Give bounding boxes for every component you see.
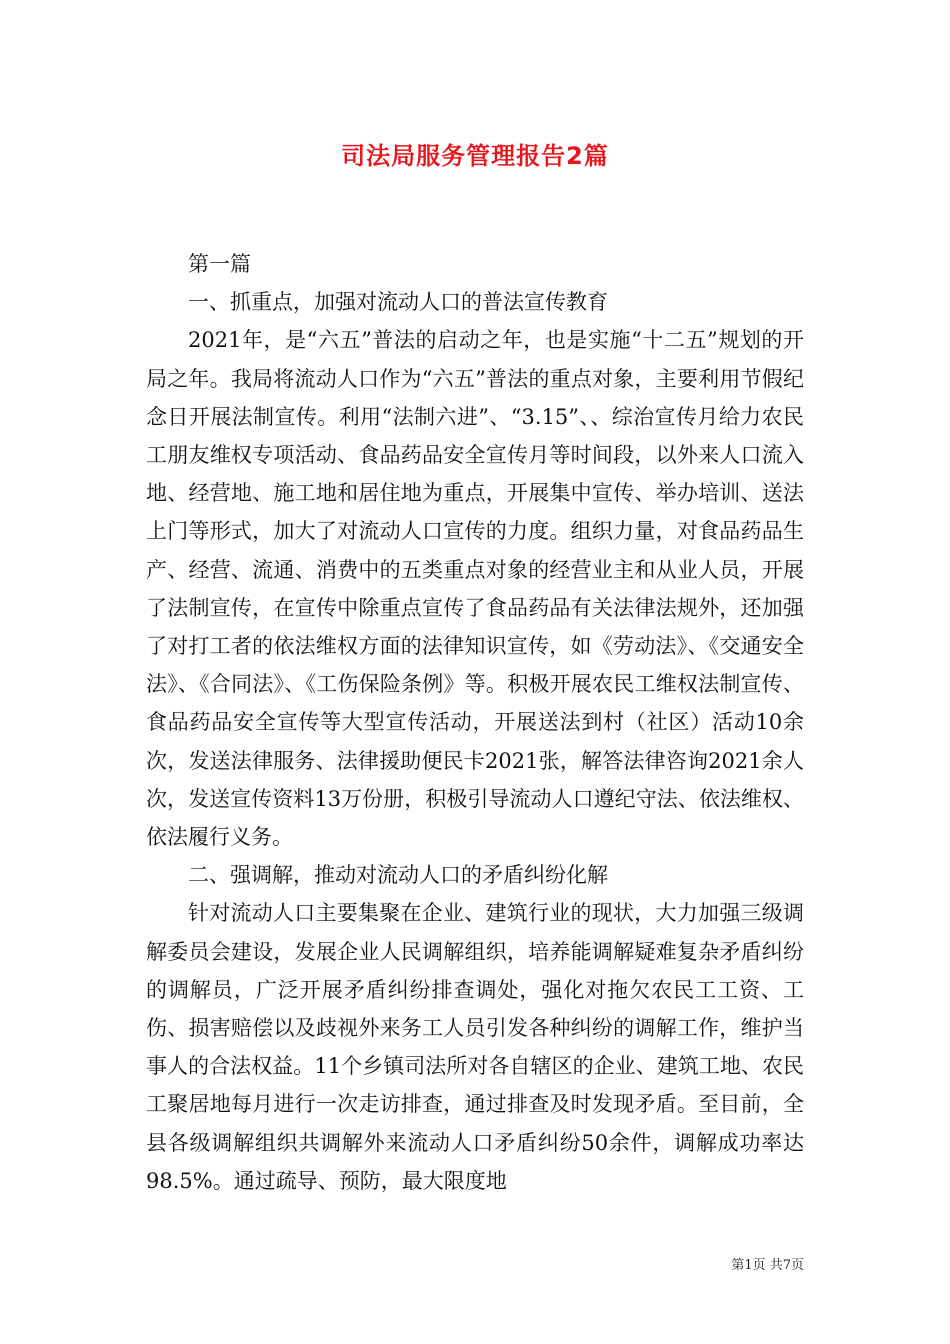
- document-body: [146, 245, 804, 1200]
- section-heading-part-one: 第一篇: [188, 252, 251, 276]
- page-number-footer: 第1页 共7页: [731, 1258, 804, 1273]
- heading-dispute-mediation: 二、强调解，推动对流动人口的矛盾纠纷化解: [188, 863, 608, 888]
- paragraph-publicity-details: 2021年，是“六五”普法的启动之年，也是实施“十二五”规划的开局之年。我局将流动人口作为“六五”普法的重点对象，主要利用节假纪念日开展法制宣传。利用“法制六进”、“3.15”、、综治宣传月给力农民工朋友维权专项活动、食品药品安全宣传月等时间段，以外来人口流入地、经营地、施工地和居住地为重点，开展集中宣传、举办培训、送法上门等形式，加大了对流动人口宣传的力度。组织力量，对食品药品生产、经营、流通、消费中的五类重点对象的经营业主和从业人员，开展了法制宣传，在宣传中除重点宣传了食品药品有关法律法规外，还加强了对打工者的依法维权方面的法律知识宣传，如《劳动法》、《交通安全法》、《合同法》、《工伤保险条例》等。积极开展农民工维权法制宣传、食品药品安全宣传等大型宣传活动，开展送法到村（社区）活动10余次，发送法律服务、法律援助便民卡2021张，解答法律咨询2021余人次，发送宣传资料13万份册，积极引导流动人口遵纪守法、依法维权、依法履行义务。: [146, 328, 804, 850]
- document-title: 司法局服务管理报告2篇: [341, 142, 609, 170]
- heading-publicity-education: 一、抓重点，加强对流动人口的普法宣传教育: [188, 290, 608, 315]
- paragraph-mediation-details: 针对流动人口主要集聚在企业、建筑行业的现状，大力加强三级调解委员会建设，发展企业人民调解组织，培养能调解疑难复杂矛盾纠纷的调解员，广泛开展矛盾纠纷排查调处，强化对拖欠农民工工资、工伤、损害赔偿以及歧视外来务工人员引发各种纠纷的调解工作，维护当事人的合法权益。11个乡镇司法所对各自辖区的企业、建筑工地、农民工聚居地每月进行一次走访排查，通过排查及时发现矛盾。至目前，全县各级调解组织共调解外来流动人口矛盾纠纷50余件，调解成功率达98.5%。通过疏导、预防，最大限度地: [146, 901, 804, 1193]
